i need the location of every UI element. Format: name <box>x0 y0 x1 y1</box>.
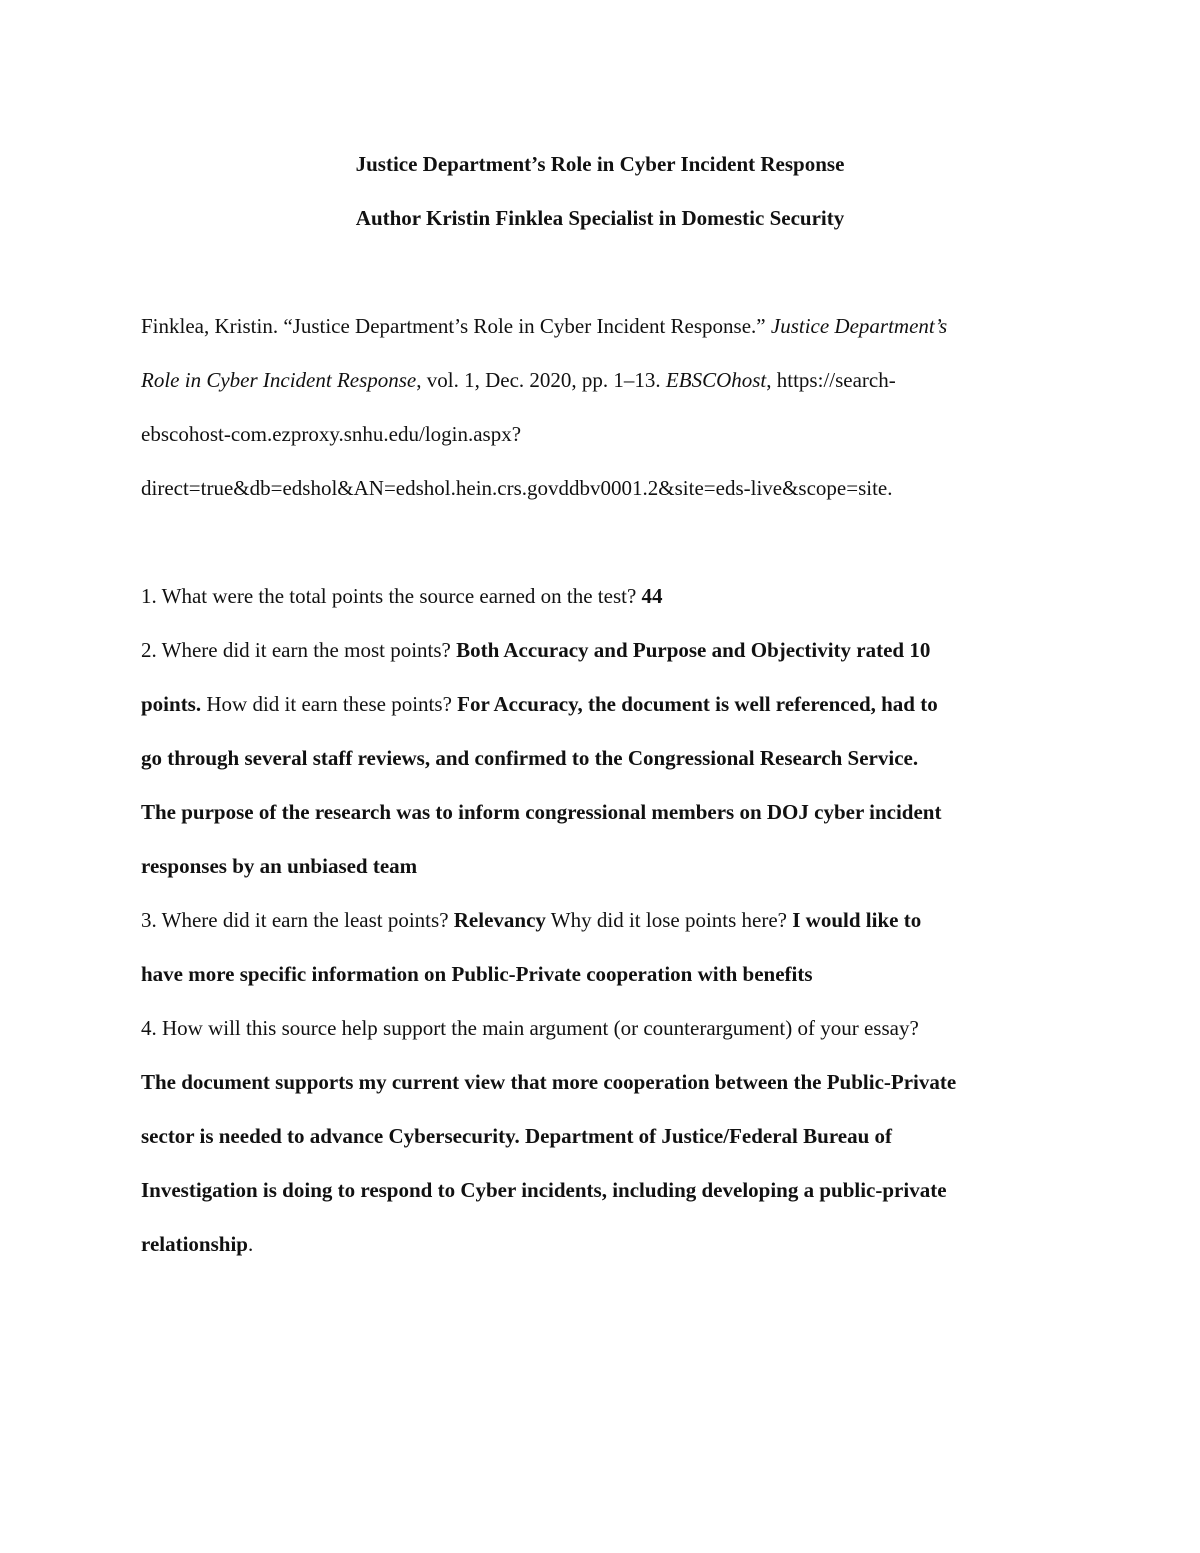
question-4-answer-line-2: sector is needed to advance Cybersecurity. Department of Justice/Federal Bureau of <box>141 1124 893 1148</box>
question-4-prompt: 4. How will this source help support the main argument (or counterargument) of your essay? <box>141 1016 919 1040</box>
citation-container-title-cont: Role in Cyber Incident Response <box>141 368 417 392</box>
question-2-explanation-line-3: The purpose of the research was to inform congressional members on DOJ cyber incident <box>141 800 942 824</box>
question-2-line-1 <box>141 623 1071 677</box>
document-title: Justice Department’s Role in Cyber Incident Response <box>355 152 845 176</box>
question-3-reason-line-2: have more specific information on Public-Private cooperation with benefits <box>141 962 813 986</box>
question-2-line-2 <box>141 677 1071 731</box>
question-1-prompt: 1. What were the total points the source earned on the test? <box>141 584 642 608</box>
title-block <box>0 137 1200 245</box>
citation-line-1 <box>141 299 1071 353</box>
citation-url-line-2: direct=true&db=edshol&AN=edshol.hein.crs.govddbv0001.2&site=eds-live&scope=site. <box>141 476 893 500</box>
question-1-answer: 44 <box>641 584 663 608</box>
question-3-followup: Why did it lose points here? <box>545 908 793 932</box>
question-2-followup: How did it earn these points? <box>201 692 458 716</box>
question-3-line-1 <box>141 893 1071 947</box>
question-4-period: . <box>247 1232 254 1256</box>
question-2-answer-end: points. <box>141 692 202 716</box>
citation-url-line-1: ebscohost-com.ezproxy.snhu.edu/login.aspx? <box>141 422 522 446</box>
question-4-answer-line-3: Investigation is doing to respond to Cyber incidents, including developing a public-private <box>141 1178 947 1202</box>
question-3-answer: Relevancy <box>453 908 546 932</box>
citation-text: Finklea, Kristin. “Justice Department’s Role in Cyber Incident Response.” <box>141 314 771 338</box>
citation-container-title: Justice Department’s <box>770 314 948 338</box>
citation-url-start: , https://search- <box>766 368 896 392</box>
question-2-answer: Both Accuracy and Purpose and Objectivity rated 10 <box>456 638 931 662</box>
citation-details: , vol. 1, Dec. 2020, pp. 1–13. <box>416 368 666 392</box>
question-2-explanation: For Accuracy, the document is well referenced, had to <box>457 692 938 716</box>
question-3-prompt: 3. Where did it earn the least points? <box>141 908 454 932</box>
citation-database: EBSCOhost <box>665 368 767 392</box>
question-2-prompt: 2. Where did it earn the most points? <box>141 638 457 662</box>
question-4-answer-line-4 <box>141 1217 1071 1271</box>
question-2-explanation-line-4: responses by an unbiased team <box>141 854 418 878</box>
mla-citation <box>141 299 1071 515</box>
question-1 <box>141 569 1071 623</box>
question-2-explanation-line-2: go through several staff reviews, and confirmed to the Congressional Research Service. <box>141 746 919 770</box>
question-4-answer-end: relationship <box>141 1232 248 1256</box>
evaluation-questions <box>141 569 1071 1271</box>
citation-line-2 <box>141 353 1071 407</box>
question-3-reason: I would like to <box>792 908 922 932</box>
author-line: Author Kristin Finklea Specialist in Domestic Security <box>355 206 845 230</box>
question-4-answer-line-1: The document supports my current view that more cooperation between the Public-Private <box>141 1070 957 1094</box>
